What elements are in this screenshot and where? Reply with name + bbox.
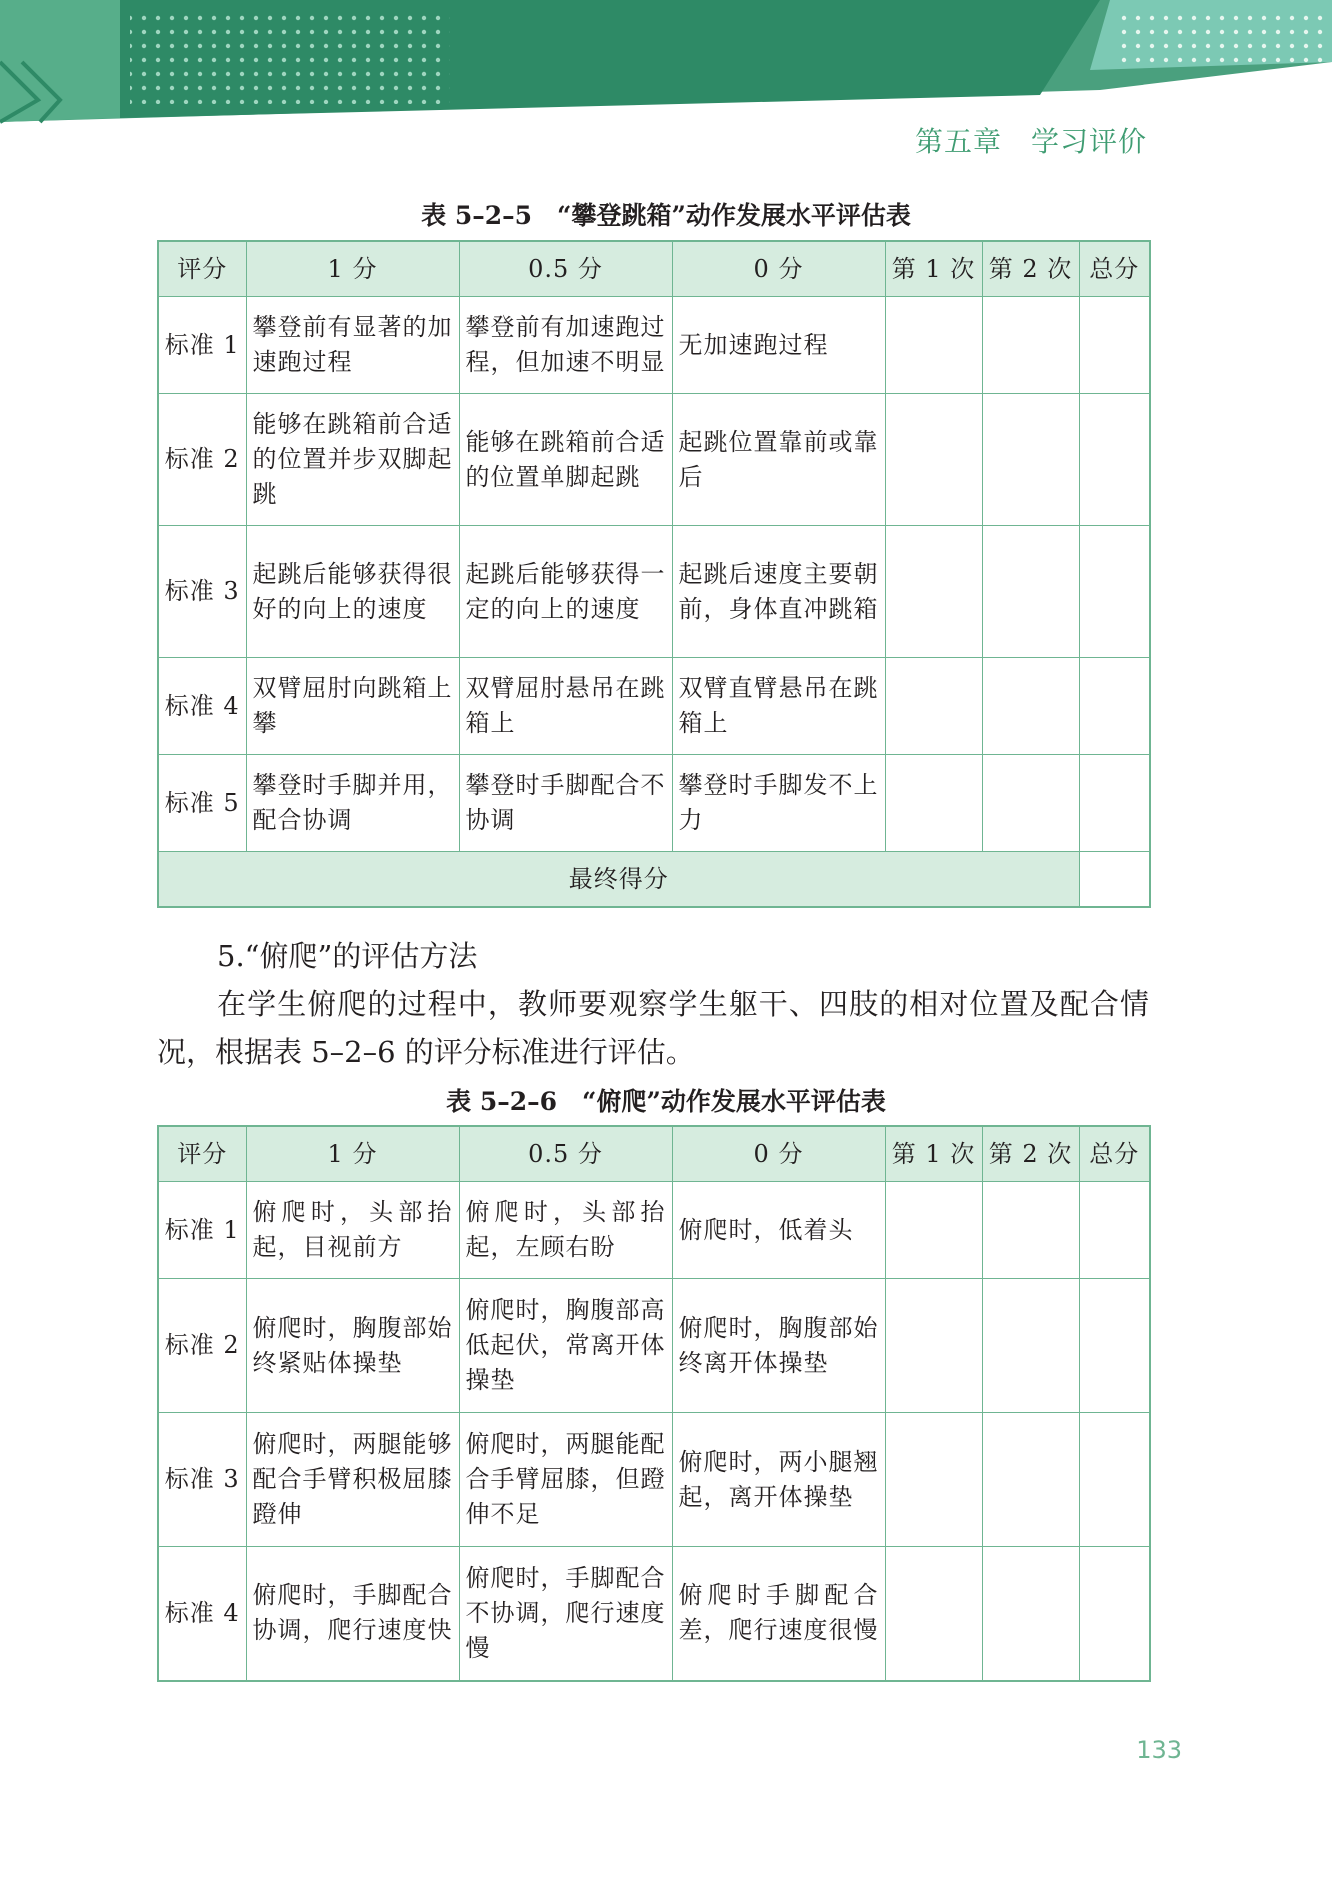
header-cell-score: 评分 — [158, 1126, 246, 1182]
table-header-row — [158, 241, 1150, 297]
table-row — [158, 658, 1150, 755]
cell-attempt-1 — [885, 755, 982, 852]
cell-05pt: 俯爬时，手脚配合不协调，爬行速度慢 — [459, 1547, 672, 1681]
cell-05pt: 俯爬时，两腿能配合手臂屈膝，但蹬伸不足 — [459, 1413, 672, 1547]
header-cell-05pt: 0.5 分 — [459, 241, 672, 297]
cell-total — [1079, 394, 1150, 526]
cell-05pt: 起跳后能够获得一定的向上的速度 — [459, 526, 672, 658]
table-row — [158, 1413, 1150, 1547]
table-row — [158, 755, 1150, 852]
row-label: 标准 4 — [158, 1547, 246, 1681]
cell-1pt: 俯爬时，胸腹部始终紧贴体操垫 — [246, 1279, 459, 1413]
row-label: 标准 2 — [158, 1279, 246, 1413]
cell-attempt-2 — [982, 394, 1079, 526]
cell-05pt: 攀登时手脚配合不协调 — [459, 755, 672, 852]
header-cell-1pt: 1 分 — [246, 1126, 459, 1182]
chapter-title: 第五章 学习评价 — [914, 125, 1147, 158]
cell-attempt-2 — [982, 1547, 1079, 1681]
cell-attempt-1 — [885, 394, 982, 526]
cell-attempt-1 — [885, 1413, 982, 1547]
table-caption: 表 5–2–5 “攀登跳箱”动作发展水平评估表 — [421, 201, 911, 230]
table-row — [158, 1279, 1150, 1413]
cell-total — [1079, 297, 1150, 394]
cell-total — [1079, 1182, 1150, 1279]
cell-0pt: 俯爬时，两小腿翘起，离开体操垫 — [672, 1413, 885, 1547]
header-cell-0pt: 0 分 — [672, 1126, 885, 1182]
table-header-row — [158, 1126, 1150, 1182]
final-score-label: 最终得分 — [158, 852, 1079, 908]
cell-1pt: 俯爬时，两腿能够配合手臂积极屈膝蹬伸 — [246, 1413, 459, 1547]
cell-attempt-1 — [885, 1547, 982, 1681]
table-row — [158, 1547, 1150, 1681]
cell-0pt: 无加速跑过程 — [672, 297, 885, 394]
cell-attempt-1 — [885, 526, 982, 658]
cell-total — [1079, 1279, 1150, 1413]
table-row — [158, 1182, 1150, 1279]
cell-attempt-2 — [982, 526, 1079, 658]
cell-total — [1079, 1547, 1150, 1681]
cell-attempt-1 — [885, 1182, 982, 1279]
table-row — [158, 526, 1150, 658]
cell-0pt: 俯爬时，低着头 — [672, 1182, 885, 1279]
row-label: 标准 1 — [158, 1182, 246, 1279]
cell-0pt: 双臂直臂悬吊在跳箱上 — [672, 658, 885, 755]
row-label: 标准 3 — [158, 1413, 246, 1547]
section-heading: 5.“俯爬”的评估方法 — [217, 939, 478, 973]
cell-attempt-2 — [982, 755, 1079, 852]
cell-total — [1079, 1413, 1150, 1547]
table-row — [158, 297, 1150, 394]
cell-0pt: 起跳后速度主要朝前，身体直冲跳箱 — [672, 526, 885, 658]
cell-1pt: 能够在跳箱前合适的位置并步双脚起跳 — [246, 394, 459, 526]
body-paragraph: 在学生俯爬的过程中，教师要观察学生躯干、四肢的相对位置及配合情况，根据表 5–2–6 的评分标准进行评估。 — [157, 987, 1149, 1069]
page-number: 133 — [1136, 1736, 1182, 1764]
cell-attempt-1 — [885, 1279, 982, 1413]
header-cell-attempt-1: 第 1 次 — [885, 241, 982, 297]
final-score-row — [158, 852, 1150, 908]
cell-total — [1079, 526, 1150, 658]
cell-attempt-1 — [885, 658, 982, 755]
header-cell-attempt-2: 第 2 次 — [982, 1126, 1079, 1182]
header-cell-total: 总分 — [1079, 241, 1150, 297]
cell-05pt: 俯爬时，头部抬起，左顾右盼 — [459, 1182, 672, 1279]
row-label: 标准 2 — [158, 394, 246, 526]
cell-attempt-2 — [982, 658, 1079, 755]
table-row — [158, 394, 1150, 526]
cell-05pt: 双臂屈肘悬吊在跳箱上 — [459, 658, 672, 755]
header-cell-1pt: 1 分 — [246, 241, 459, 297]
cell-attempt-2 — [982, 1182, 1079, 1279]
table-caption: 表 5–2–6 “俯爬”动作发展水平评估表 — [446, 1087, 886, 1116]
cell-attempt-1 — [885, 297, 982, 394]
cell-1pt: 攀登前有显著的加速跑过程 — [246, 297, 459, 394]
cell-1pt: 起跳后能够获得很好的向上的速度 — [246, 526, 459, 658]
cell-1pt: 攀登时手脚并用，配合协调 — [246, 755, 459, 852]
cell-0pt: 俯爬时，胸腹部始终离开体操垫 — [672, 1279, 885, 1413]
cell-0pt: 俯爬时手脚配合差，爬行速度很慢 — [672, 1547, 885, 1681]
evaluation-table-crawling — [157, 1125, 1151, 1682]
final-score-value — [1079, 852, 1150, 908]
cell-0pt: 起跳位置靠前或靠后 — [672, 394, 885, 526]
header-banner — [0, 0, 1332, 125]
row-label: 标准 5 — [158, 755, 246, 852]
cell-05pt: 攀登前有加速跑过程，但加速不明显 — [459, 297, 672, 394]
cell-total — [1079, 658, 1150, 755]
header-cell-attempt-2: 第 2 次 — [982, 241, 1079, 297]
header-cell-attempt-1: 第 1 次 — [885, 1126, 982, 1182]
cell-1pt: 双臂屈肘向跳箱上攀 — [246, 658, 459, 755]
row-label: 标准 3 — [158, 526, 246, 658]
header-cell-05pt: 0.5 分 — [459, 1126, 672, 1182]
header-cell-total: 总分 — [1079, 1126, 1150, 1182]
row-label: 标准 4 — [158, 658, 246, 755]
row-label: 标准 1 — [158, 297, 246, 394]
cell-attempt-2 — [982, 1279, 1079, 1413]
header-cell-score: 评分 — [158, 241, 246, 297]
cell-1pt: 俯爬时，头部抬起，目视前方 — [246, 1182, 459, 1279]
cell-1pt: 俯爬时，手脚配合协调，爬行速度快 — [246, 1547, 459, 1681]
cell-0pt: 攀登时手脚发不上力 — [672, 755, 885, 852]
cell-05pt: 俯爬时，胸腹部高低起伏，常离开体操垫 — [459, 1279, 672, 1413]
cell-total — [1079, 755, 1150, 852]
header-cell-0pt: 0 分 — [672, 241, 885, 297]
cell-05pt: 能够在跳箱前合适的位置单脚起跳 — [459, 394, 672, 526]
cell-attempt-2 — [982, 1413, 1079, 1547]
cell-attempt-2 — [982, 297, 1079, 394]
evaluation-table-climbing — [157, 240, 1151, 908]
